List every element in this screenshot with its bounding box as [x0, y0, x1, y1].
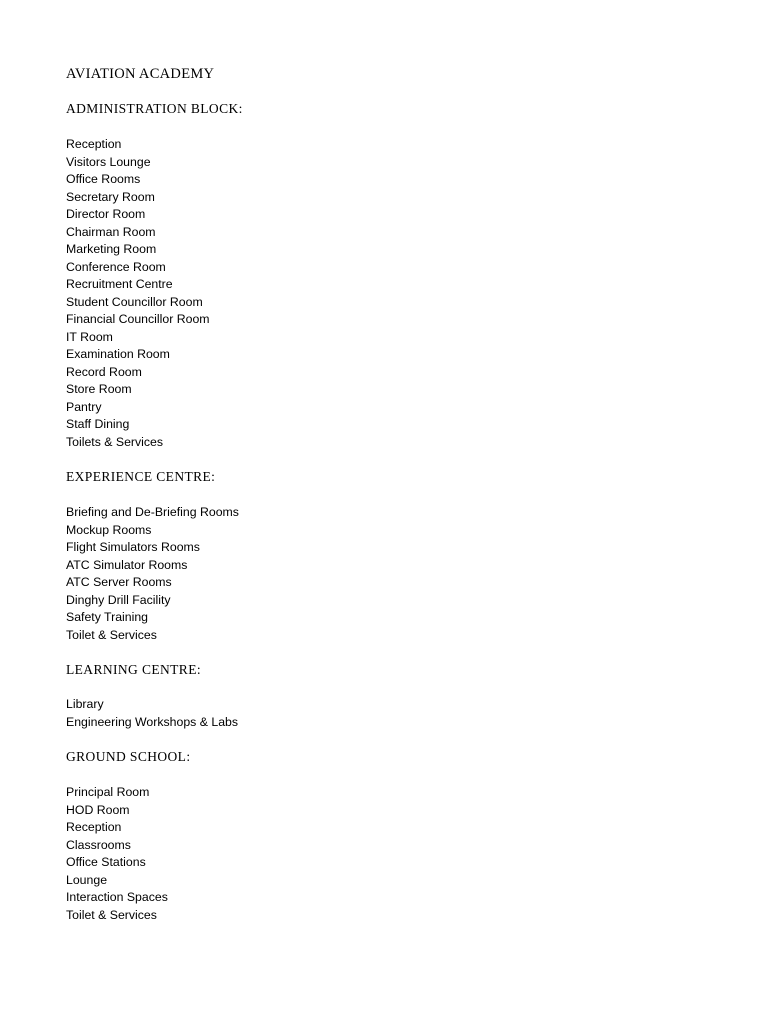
- list-item: Reception: [66, 820, 122, 834]
- list-item: Visitors Lounge: [66, 154, 151, 169]
- list-item: Interaction Spaces: [66, 890, 168, 904]
- document-title: AVIATION ACADEMY: [66, 66, 215, 82]
- list-item: Toilet & Services: [66, 627, 157, 642]
- list-item: Director Room: [66, 207, 146, 221]
- list-item: Dinghy Drill Facility: [66, 592, 171, 607]
- list-item: Recruitment Centre: [66, 277, 173, 291]
- list-item: Financial Councillor Room: [66, 312, 210, 326]
- list-item: HOD Room: [66, 802, 130, 817]
- list-item: Conference Room: [66, 259, 166, 274]
- room-list-ground-school: [66, 784, 168, 924]
- list-item: Chairman Room: [66, 224, 156, 239]
- section-heading-administration-block: ADMINISTRATION BLOCK:: [66, 101, 243, 116]
- list-item: Lounge: [66, 872, 108, 887]
- list-item: Office Rooms: [66, 172, 141, 186]
- list-item: Staff Dining: [66, 417, 130, 431]
- list-item: Flight Simulators Rooms: [66, 540, 200, 554]
- list-item: Reception: [66, 137, 122, 151]
- list-item: Secretary Room: [66, 189, 155, 204]
- room-list-administration-block: [66, 136, 210, 451]
- list-item: Mockup Rooms: [66, 522, 152, 537]
- list-item: Record Room: [66, 364, 142, 379]
- list-item: Engineering Workshops & Labs: [66, 714, 239, 729]
- list-item: Pantry: [66, 399, 102, 414]
- list-item: Classrooms: [66, 837, 131, 852]
- list-item: Toilets & Services: [66, 434, 164, 449]
- room-list-experience-centre: [66, 504, 239, 644]
- list-item: Library: [66, 697, 104, 711]
- list-item: Examination Room: [66, 347, 170, 361]
- list-item: Office Stations: [66, 855, 146, 869]
- list-item: Safety Training: [66, 610, 149, 624]
- list-item: ATC Server Rooms: [66, 575, 172, 589]
- list-item: Principal Room: [66, 785, 150, 799]
- list-item: ATC Simulator Rooms: [66, 557, 188, 572]
- list-item: Toilet & Services: [66, 907, 157, 922]
- list-item: Student Councillor Room: [66, 294, 203, 309]
- section-heading-learning-centre: LEARNING CENTRE:: [66, 662, 202, 677]
- section-heading-experience-centre: EXPERIENCE CENTRE:: [66, 469, 216, 484]
- list-item: Store Room: [66, 382, 132, 396]
- list-item: Marketing Room: [66, 242, 157, 256]
- list-item: Briefing and De-Briefing Rooms: [66, 505, 239, 519]
- section-heading-ground-school: GROUND SCHOOL:: [66, 749, 191, 764]
- list-item: IT Room: [66, 329, 113, 344]
- room-list-learning-centre: [66, 696, 238, 731]
